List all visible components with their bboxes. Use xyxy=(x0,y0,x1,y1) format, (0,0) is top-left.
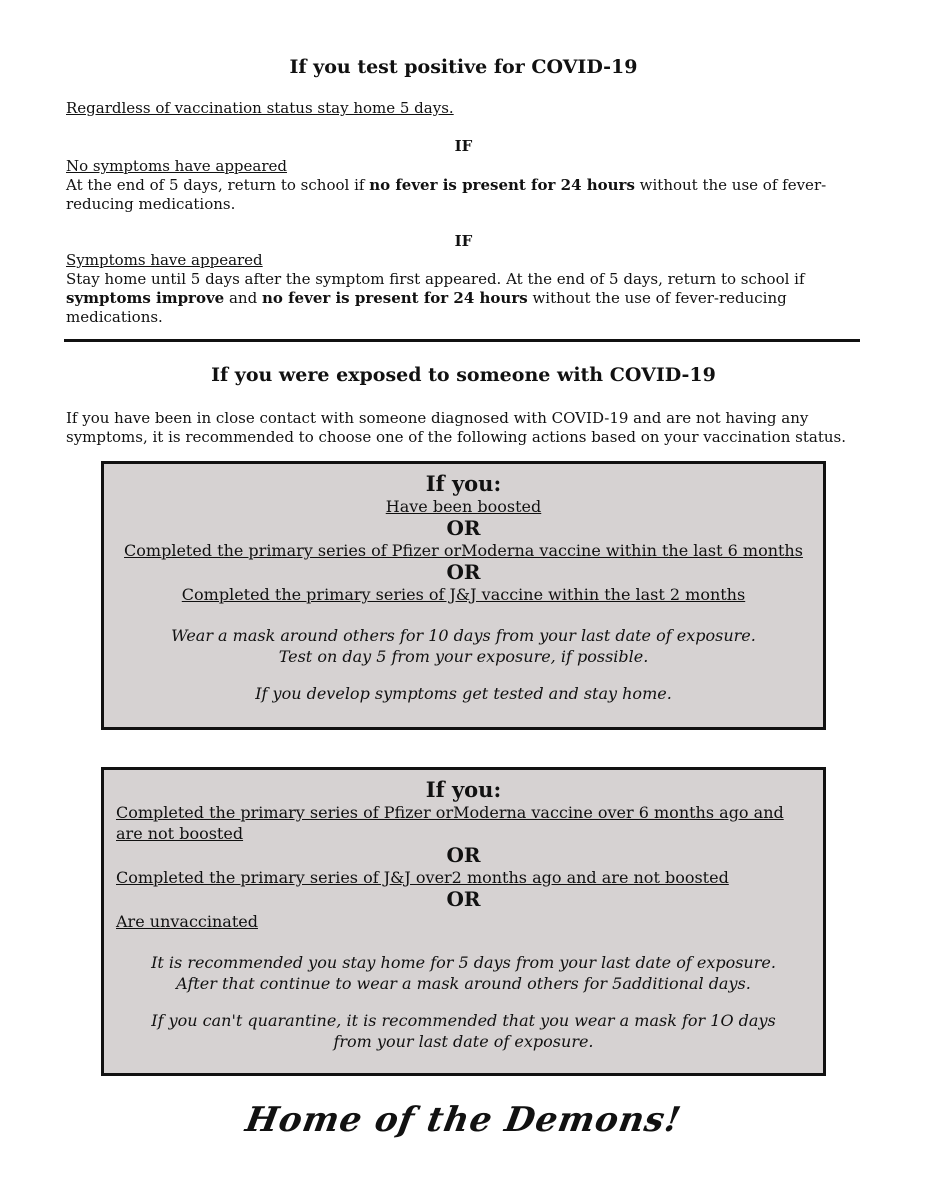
box2-note-mask: After that continue to wear a mask around others for 5additional days. xyxy=(176,974,751,993)
no-symptoms-bold: no fever is present for 24 hours xyxy=(369,176,635,194)
positive-title: If you test positive for COVID-19 xyxy=(289,56,638,78)
box2-or-1: OR xyxy=(446,843,481,867)
section-divider xyxy=(64,339,860,342)
if-label-1: IF xyxy=(454,137,473,155)
box2-note-quarantine: If you can't quarantine, it is recommended that you wear a mask for 1O days from your last date of exposure. xyxy=(151,1011,776,1051)
symptoms-block xyxy=(66,251,856,327)
school-motto: Home of the Demons! xyxy=(242,1100,685,1140)
box2-note-stay-home: It is recommended you stay home for 5 days from your last date of exposure. xyxy=(151,953,776,972)
box1-item-mrna: Completed the primary series of Pfizer orModerna vaccine within the last 6 months xyxy=(124,541,803,560)
if-label-2: IF xyxy=(454,232,473,250)
box1-note-test: Test on day 5 from your exposure, if possible. xyxy=(278,647,649,666)
box2-head: If you: xyxy=(425,777,502,802)
symptoms-text-b: and xyxy=(224,289,262,307)
no-symptoms-text xyxy=(66,176,866,214)
exposed-intro: If you have been in close contact with someone diagnosed with COVID-19 and are not having any symptoms, it is recommended to choose one of the following actions based on your vaccination status. xyxy=(66,409,846,446)
regardless-line: Regardless of vaccination status stay home 5 days. xyxy=(66,99,454,117)
box1-or-1: OR xyxy=(446,516,481,540)
box1-note-mask: Wear a mask around others for 10 days from your last date of exposure. xyxy=(171,626,756,645)
symptoms-bold-b: no fever is present for 24 hours xyxy=(261,289,528,307)
box1-note-symptoms: If you develop symptoms get tested and stay home. xyxy=(255,684,672,703)
symptoms-text xyxy=(66,270,856,327)
symptoms-bold-a: symptoms improve xyxy=(66,289,225,307)
box2-item-unvaccinated: Are unvaccinated xyxy=(116,912,258,931)
box2-item-mrna: Completed the primary series of Pfizer orModerna vaccine over 6 months ago and are not boosted xyxy=(116,803,784,843)
box1-head: If you: xyxy=(425,471,502,496)
box1-item-jj: Completed the primary series of J&J vaccine within the last 2 months xyxy=(181,585,746,604)
symptoms-text-a: Stay home until 5 days after the symptom first appeared. At the end of 5 days, return to school if xyxy=(66,270,805,288)
symptoms-text-c: without the use of fever-reducing medications. xyxy=(66,289,787,326)
no-symptoms-block xyxy=(66,157,866,214)
box1-item-boosted: Have been boosted xyxy=(385,497,542,516)
box2-item-jj: Completed the primary series of J&J over2 months ago and are not boosted xyxy=(116,868,729,887)
exposed-title: If you were exposed to someone with COVID-19 xyxy=(211,364,716,386)
no-symptoms-heading: No symptoms have appeared xyxy=(66,157,288,175)
symptoms-heading: Symptoms have appeared xyxy=(66,251,263,269)
no-symptoms-text-b: without the use of fever-reducing medications. xyxy=(66,176,827,213)
box1-or-2: OR xyxy=(446,560,481,584)
no-symptoms-text-a: At the end of 5 days, return to school if xyxy=(66,176,370,194)
not-boosted-box xyxy=(101,767,826,1076)
boosted-box xyxy=(101,461,826,730)
box2-or-2: OR xyxy=(446,887,481,911)
